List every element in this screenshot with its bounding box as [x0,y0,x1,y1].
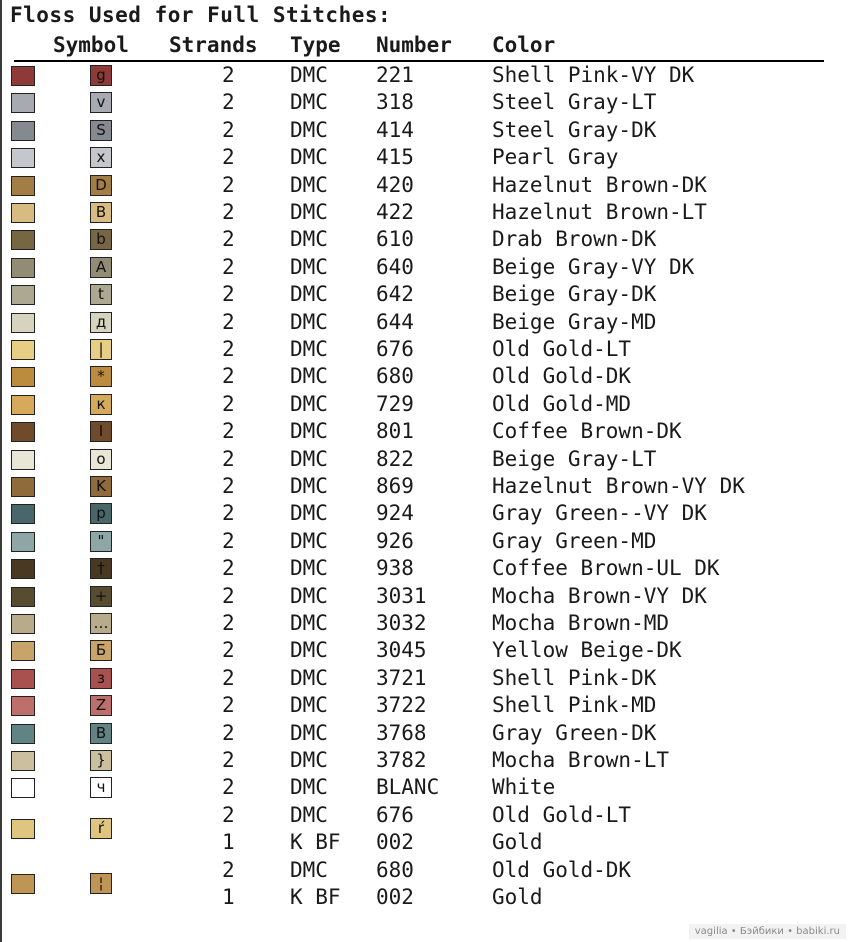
color-name-cell: Shell Pink-MD [492,693,657,718]
color-name-cell: Old Gold-DK [492,857,632,882]
symbol-box: o [90,449,112,470]
number-cell: 002 [376,830,414,855]
color-name-cell: Old Gold-LT [492,802,632,827]
table-row [0,172,850,199]
color-swatch [11,148,35,168]
symbol-box: ŕ [90,818,112,839]
color-swatch [11,669,35,689]
page-title: Floss Used for Full Stitches: [10,3,392,27]
number-cell: 640 [376,254,414,279]
number-cell: 680 [376,857,414,882]
color-name-cell: Pearl Gray [492,145,619,170]
table-row [0,720,850,747]
number-cell: 729 [376,391,414,416]
symbol-box: " [90,531,112,552]
strands-cell: 2 [222,172,235,197]
symbol-box: p [90,503,112,524]
color-name-cell: Hazelnut Brown-VY DK [492,474,745,498]
strands-cell: 2 [222,446,235,471]
type-cell: DMC [290,775,328,800]
table-row [0,391,850,418]
strands-cell: 2 [222,337,235,361]
header-number: Number [376,33,452,57]
type-cell: DMC [290,90,328,115]
strands-cell: 2 [222,419,235,444]
table-row [0,336,850,363]
color-swatch [11,367,35,387]
type-cell: DMC [290,857,328,882]
table-row [0,254,850,281]
symbol-box: ¦ [90,873,112,894]
strands-cell: 2 [222,282,235,307]
number-cell: 926 [376,528,414,553]
number-cell: 318 [376,90,414,115]
color-swatch [11,340,35,360]
symbol-box: В [90,723,112,744]
table-row [0,363,850,390]
blend-row [0,802,850,857]
color-name-cell: Gray Green--VY DK [492,501,707,526]
color-swatch [11,559,35,579]
table-row [0,226,850,253]
strands-cell: 2 [222,200,235,224]
strands-cell: 2 [222,63,235,87]
table-row [0,144,850,171]
color-name-cell: Mocha Brown-LT [492,748,670,772]
symbol-box: K [90,476,112,497]
table-row [0,500,850,527]
type-cell: DMC [290,337,328,361]
color-name-cell: Drab Brown-DK [492,227,657,252]
table-row [0,692,850,719]
number-cell: 420 [376,172,414,197]
type-cell: DMC [290,117,328,142]
type-cell: DMC [290,583,328,608]
strands-cell: 1 [222,884,235,909]
symbol-box: t [90,284,112,305]
type-cell: DMC [290,474,328,498]
strands-cell: 2 [222,857,235,882]
color-swatch [11,477,35,497]
symbol-box: v [90,92,112,113]
symbol-box: A [90,257,112,278]
number-cell: 644 [376,309,414,334]
symbol-box: † [90,558,112,579]
type-cell: DMC [290,501,328,526]
blend-line [0,802,850,829]
strands-cell: 2 [222,638,235,663]
color-name-cell: Hazelnut Brown-LT [492,200,707,224]
color-name-cell: Hazelnut Brown-DK [492,172,707,197]
blend-row [0,857,850,912]
header-strands: Strands [169,33,258,57]
table-row [0,637,850,664]
color-name-cell: Gold [492,884,543,909]
type-cell: K BF [290,884,341,909]
number-cell: 3768 [376,720,427,745]
number-cell: 642 [376,282,414,307]
symbol-box: g [90,65,112,86]
symbol-box: д [90,312,112,333]
strands-cell: 2 [222,748,235,772]
type-cell: DMC [290,391,328,416]
number-cell: 3722 [376,693,427,718]
table-row [0,418,850,445]
table-row [0,747,850,774]
table-row [0,610,850,637]
color-swatch [11,230,35,250]
color-name-cell: Coffee Brown-UL DK [492,556,720,581]
blend-line [0,829,850,856]
symbol-box: ч [90,777,112,798]
symbol-box: к [90,394,112,415]
type-cell: DMC [290,364,328,389]
number-cell: 676 [376,337,414,361]
color-swatch [11,395,35,415]
blend-line [0,857,850,884]
color-swatch [11,66,35,86]
color-name-cell: Gray Green-MD [492,528,657,553]
number-cell: 938 [376,556,414,581]
strands-cell: 2 [222,364,235,389]
table-row [0,446,850,473]
type-cell: DMC [290,556,328,581]
type-cell: DMC [290,309,328,334]
header-color: Color [492,33,556,57]
strands-cell: 2 [222,90,235,115]
type-cell: DMC [290,665,328,690]
number-cell: 221 [376,63,414,87]
color-swatch [11,422,35,442]
color-swatch [11,203,35,223]
number-cell: 3045 [376,638,427,663]
symbol-box: D [90,175,112,196]
symbol-box: | [90,339,112,360]
color-swatch [11,614,35,634]
color-name-cell: Shell Pink-VY DK [492,63,695,87]
symbol-box: … [90,613,112,634]
color-swatch [11,313,35,333]
strands-cell: 2 [222,802,235,827]
table-row [0,528,850,555]
number-cell: 610 [376,227,414,252]
color-swatch [11,121,35,141]
header-symbol: Symbol [53,33,129,57]
number-cell: 3782 [376,748,427,772]
type-cell: DMC [290,227,328,252]
color-name-cell: White [492,775,556,800]
type-cell: DMC [290,802,328,827]
color-name-cell: Gray Green-DK [492,720,657,745]
number-cell: 002 [376,884,414,909]
blend-line [0,884,850,911]
symbol-box: S [90,120,112,141]
type-cell: DMC [290,528,328,553]
type-cell: DMC [290,446,328,471]
number-cell: 414 [376,117,414,142]
type-cell: DMC [290,172,328,197]
strands-cell: 2 [222,254,235,279]
symbol-box: Б [90,640,112,661]
color-name-cell: Old Gold-DK [492,364,632,389]
color-swatch [11,93,35,113]
type-cell: DMC [290,611,328,635]
table-row [0,665,850,692]
color-swatch [11,532,35,552]
type-cell: DMC [290,720,328,745]
color-name-cell: Old Gold-MD [492,391,632,416]
type-cell: DMC [290,200,328,224]
strands-cell: 2 [222,391,235,416]
table-row [0,774,850,801]
table-row [0,199,850,226]
type-cell: DMC [290,638,328,663]
color-name-cell: Steel Gray-DK [492,117,657,142]
symbol-box: I [90,421,112,442]
table-row [0,117,850,144]
color-name-cell: Beige Gray-LT [492,446,657,471]
symbol-box: Z [90,695,112,716]
color-swatch [11,504,35,524]
strands-cell: 2 [222,145,235,170]
table-row [0,281,850,308]
color-swatch [11,176,35,196]
strands-cell: 2 [222,720,235,745]
color-name-cell: Beige Gray-DK [492,282,657,307]
symbol-box: * [90,366,112,387]
table-row [0,62,850,89]
strands-cell: 2 [222,117,235,142]
strands-cell: 2 [222,528,235,553]
number-cell: 869 [376,474,414,498]
type-cell: DMC [290,693,328,718]
strands-cell: 2 [222,611,235,635]
strands-cell: 2 [222,665,235,690]
symbol-box: } [90,750,112,771]
symbol-box: з [90,668,112,689]
watermark: vagilia • Бэйбики • babiki.ru [689,924,846,939]
color-swatch [11,778,35,798]
type-cell: K BF [290,830,341,855]
table-row [0,89,850,116]
table-row [0,583,850,610]
symbol-box: + [90,586,112,607]
number-cell: 422 [376,200,414,224]
color-name-cell: Gold [492,830,543,855]
color-swatch [11,751,35,771]
color-swatch [11,587,35,607]
color-name-cell: Mocha Brown-MD [492,611,670,635]
number-cell: 822 [376,446,414,471]
number-cell: 3721 [376,665,427,690]
type-cell: DMC [290,748,328,772]
color-name-cell: Yellow Beige-DK [492,638,682,663]
symbol-box: b [90,229,112,250]
color-swatch [11,641,35,661]
header-type: Type [290,33,341,57]
table-row [0,309,850,336]
number-cell: 3031 [376,583,427,608]
color-name-cell: Mocha Brown-VY DK [492,583,707,608]
symbol-box: B [90,202,112,223]
color-name-cell: Beige Gray-VY DK [492,254,695,279]
type-cell: DMC [290,63,328,87]
table-row [0,555,850,582]
type-cell: DMC [290,145,328,170]
number-cell: 680 [376,364,414,389]
strands-cell: 2 [222,501,235,526]
strands-cell: 2 [222,583,235,608]
strands-cell: 2 [222,693,235,718]
color-name-cell: Coffee Brown-DK [492,419,682,444]
type-cell: DMC [290,419,328,444]
strands-cell: 2 [222,556,235,581]
strands-cell: 2 [222,309,235,334]
number-cell: 676 [376,802,414,827]
color-name-cell: Steel Gray-LT [492,90,657,115]
color-swatch [11,450,35,470]
color-swatch [11,696,35,716]
color-swatch [11,285,35,305]
strands-cell: 2 [222,775,235,800]
number-cell: BLANC [376,775,440,800]
strands-cell: 2 [222,474,235,498]
number-cell: 801 [376,419,414,444]
color-name-cell: Beige Gray-MD [492,309,657,334]
number-cell: 3032 [376,611,427,635]
color-name-cell: Shell Pink-DK [492,665,657,690]
color-swatch [11,258,35,278]
table-row [0,473,850,500]
strands-cell: 2 [222,227,235,252]
number-cell: 924 [376,501,414,526]
type-cell: DMC [290,254,328,279]
type-cell: DMC [290,282,328,307]
color-swatch [11,724,35,744]
number-cell: 415 [376,145,414,170]
symbol-box: x [90,147,112,168]
color-name-cell: Old Gold-LT [492,337,632,361]
strands-cell: 1 [222,830,235,855]
